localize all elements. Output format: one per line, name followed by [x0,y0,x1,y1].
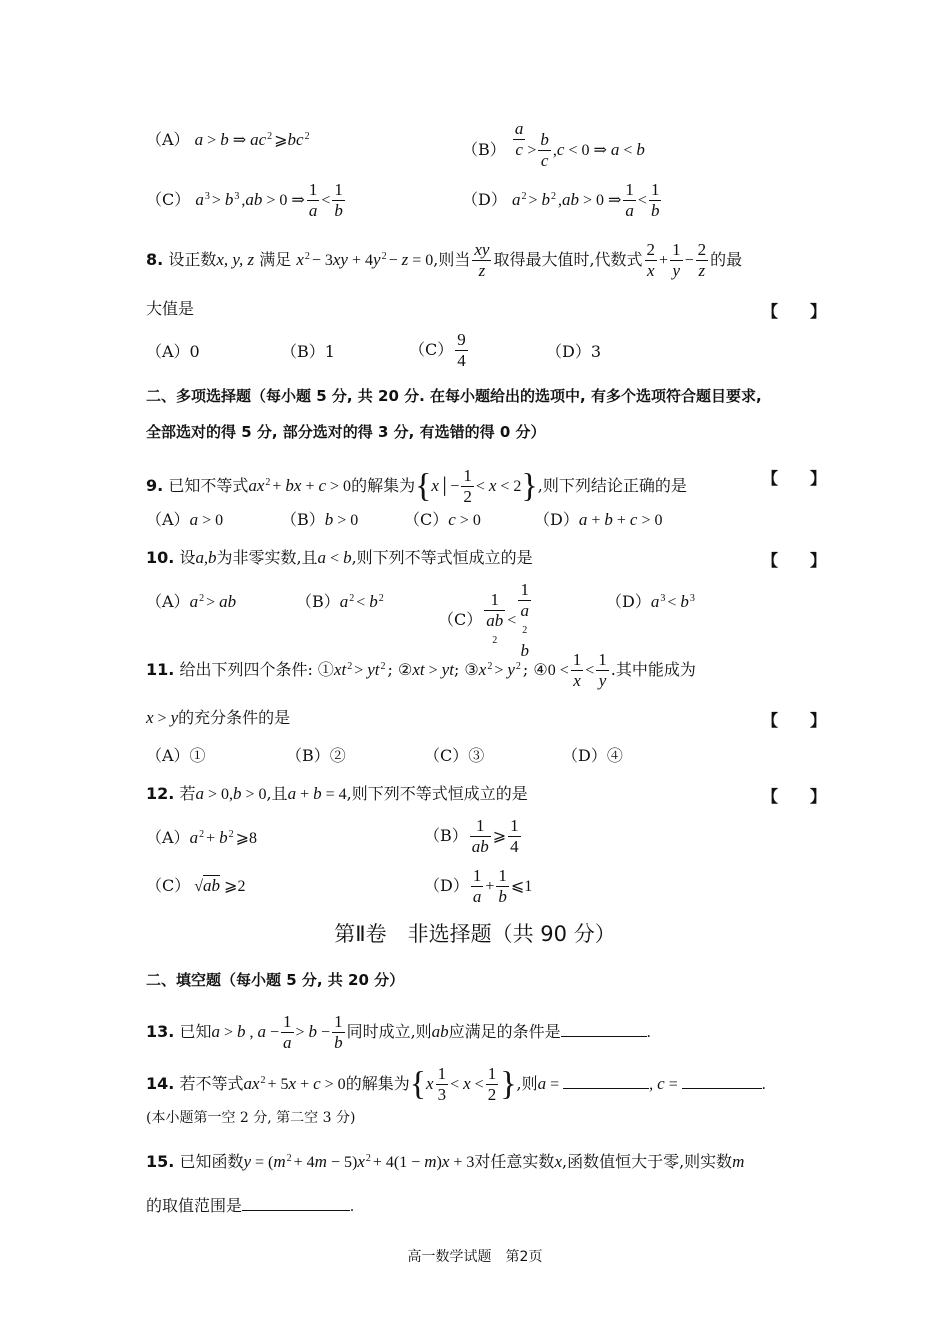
q9-text: 已知不等式 [168,476,249,495]
answer-blank[interactable] [682,1074,762,1089]
q12-stem: 12. 若a > 0,b > 0,且a + b = 4,则下列不等式恒成立的是 [146,784,528,803]
option-label: （A） [146,592,190,611]
q10-option-d: $(D)a^3 < b^3$ [606,592,695,611]
question-number: 10. [146,548,175,567]
q15-text: 对任意实数 [474,1152,555,1171]
q11-option-b: （B）② [286,746,346,765]
q12-option-b: （B） $\frac{1}{ab}$ ⩾ $\frac{1}{4}$ [424,816,519,856]
q9-option-b: （B）b > 0 [281,510,359,529]
q9-option-d: （D）a + b + c > 0 [534,510,663,529]
q11-text: 给出下列四个条件: ① [179,660,334,679]
question-number: 13. [146,1022,175,1041]
answer-blank[interactable] [563,1074,649,1089]
option-label: （C） [404,510,449,529]
q8-option-d: （D）3 [546,342,602,361]
q11-option-d: （D）④ [562,746,623,765]
q10-stem: 10. 设a,b为非零实数,且a < b,则下列不等式恒成立的是 [146,548,533,567]
q9-option-a: （A）a > 0 [146,510,224,529]
option-label: （C） [409,340,454,359]
section-heading: 二、填空题（每小题 5 分, 共 20 分） [146,971,405,989]
q12-option-d: （D） $\frac{1}{a}$ + $\frac{1}{b}$ ⩽1 [424,866,533,906]
option-label: （B） [281,510,325,529]
q15-stem-cont: 的取值范围是 . [146,1196,355,1215]
part-title: 第Ⅱ卷 非选择题（共 90 分） [334,922,616,946]
question-number: 8. [146,250,164,269]
q9-option-c: （C）c > 0 [404,510,481,529]
option-label: （A） [146,130,190,149]
q15-text: 已知函数 [179,1152,244,1171]
q8-option-b: （B）1 [281,342,335,361]
q8-stem-cont [146,299,194,319]
q10-option-b: $(B)a^2 < b^2$ [296,592,384,611]
q11-text: ; ③ [453,660,479,679]
q9-text: ,则下列结论正确的是 [537,476,687,495]
section-heading: 全部选对的得 5 分, 部分选对的得 3 分, 有选错的得 0 分） [146,423,546,441]
q7-option-d: （D） $a^2 > b^2$ ,ab > 0 ⇒ $\frac{1}{a}$ < $\frac{1}{b}$ [462,180,660,220]
q15-text: ,函数值恒大于零,则实数 [561,1152,733,1171]
q8-text: 设正数 [168,250,217,269]
q9-text: 的解集为 [351,476,416,495]
q15-text: 的取值范围是 [146,1196,243,1215]
q8-text: 满足 [259,250,292,269]
q10-text: ,则下列不等式恒成立的是 [351,548,533,567]
section-heading: 二、多项选择题（每小题 5 分, 共 20 分. 在每小题给出的选项中, 有多个选项符合题目要求, [146,387,762,405]
q13-text: 已知 [179,1022,212,1041]
answer-bracket: 【 】 [762,787,827,806]
option-label: （D） [606,592,651,611]
q8-text: 大值是 [146,299,195,318]
q12-option-a: $(A)a^2 + b^2$ ⩾8 [146,828,257,847]
q14-text: 若不等式 [179,1074,244,1093]
q8-option-a: （A）0 [146,342,200,361]
q10-option-c: （C） 1 ab 2 < 1 a 2 b [438,580,533,661]
q12-text: 若 [179,784,196,803]
option-label: （B） [424,826,468,845]
q7-option-b: （B） $\frac{a}{c}$ > $\frac{b}{c}$ ,c < 0 ⇒ a < b [462,119,645,170]
answer-blank[interactable] [242,1196,350,1211]
option-label: （B） [296,592,340,611]
q14-text: ,则 [516,1074,538,1093]
q10-text: 设 [179,548,196,567]
q7-option-a: （A） a > b ⇒ $ac^2$ $⩾bc^2$ [146,130,310,149]
option-label: （A） [146,510,190,529]
q9-stem: 9. 已知不等式$ax^2$ + bx + c > 0的解集为{x│− $\frac{1}{2}$ < x < 2},则下列结论正确的是 [146,466,687,506]
q13-stem: 13. 已知a > b , a − $\frac{1}{a}$ > b − $\frac{1}{b}$ 同时成立,则ab应满足的条件是 . [146,1012,651,1052]
q8-text: 的最 [710,250,743,269]
option-label: （C） [146,190,191,209]
option-label: （D） [424,876,469,895]
q12-option-c: （C） √ab ⩾2 [146,876,246,895]
option-label: （B） [462,140,506,159]
question-number: 14. [146,1074,175,1093]
answer-bracket: 【 】 [762,302,827,321]
q8-stem: 8. 设正数x, y, z 满足 $x^2 - 3xy + 4y^2 - z = 0$,则当 $\frac{xy}{z}$ 取得最大值时,代数式 $\frac{2}{x}$ + $\frac{1}{y}$ − $\frac{2}{z}$ 的最 [146,240,743,280]
q12-text: ,且 [266,784,288,803]
answer-bracket: 【 】 [762,551,827,570]
page-footer: 高一数学试题 第2页 [407,1249,543,1265]
option-label: （C） [438,610,483,629]
q11-text: ; ② [387,660,413,679]
option-label: （D） [534,510,579,529]
q11-stem-cont: x > y的充分条件的是 [146,708,291,727]
option-label: （D） [462,190,507,209]
q7-option-c: （C） $a^3 > b^3$ ,ab > 0 ⇒ $\frac{1}{a}$ < $\frac{1}{b}$ [146,180,343,220]
q11-stem: 11. 给出下列四个条件: $①xt^2 > yt^2$ ; ②xt > yt; $③x^2 > y^2$ ; ④0 < $\frac{1}{x}$ < $\frac{1}{y}$ .其中能成为 [146,650,696,690]
answer-blank[interactable] [561,1022,647,1037]
q11-option-a: （A）① [146,746,206,765]
q11-text: 的充分条件的是 [178,708,291,727]
option-label: （A） [146,828,190,847]
option-label: （C） [146,876,191,895]
q11-option-c: （C）③ [424,746,485,765]
q12-text: ,则下列不等式恒成立的是 [346,784,528,803]
answer-bracket: 【 】 [762,711,827,730]
question-number: 11. [146,660,175,679]
q14-text: 的解集为 [345,1074,410,1093]
q10-text: 为非零实数,且 [216,548,318,567]
q8-option-c: （C） $\frac{9}{4}$ [409,330,466,370]
q10-option-a: $(A)a^2$ > ab [146,592,237,611]
answer-bracket: 【 】 [762,469,827,488]
question-number: 12. [146,784,175,803]
q14-note: (本小题第一空 2 分, 第二空 3 分) [146,1110,356,1126]
q15-stem: 15. 已知函数$y = (m^2 + 4m - 5)x^2 + 4(1 - m)x + 3$对任意实数x,函数值恒大于零,则实数m [146,1152,745,1171]
q14-stem: 14. 若不等式$ax^2 + 5x + c > 0$的解集为{x $\frac{1}{3}$ < x < $\frac{1}{2}$ },则a = , c = . [146,1064,766,1104]
question-number: 9. [146,476,164,495]
q13-text: 同时成立,则 [346,1022,432,1041]
q8-text: ,则当 [433,250,471,269]
q13-text: 应满足的条件是 [448,1022,561,1041]
q8-text: 取得最大值时,代数式 [493,250,643,269]
q11-text: .其中能成为 [610,660,696,679]
q11-text: ; ④ [522,660,548,679]
question-number: 15. [146,1152,175,1171]
